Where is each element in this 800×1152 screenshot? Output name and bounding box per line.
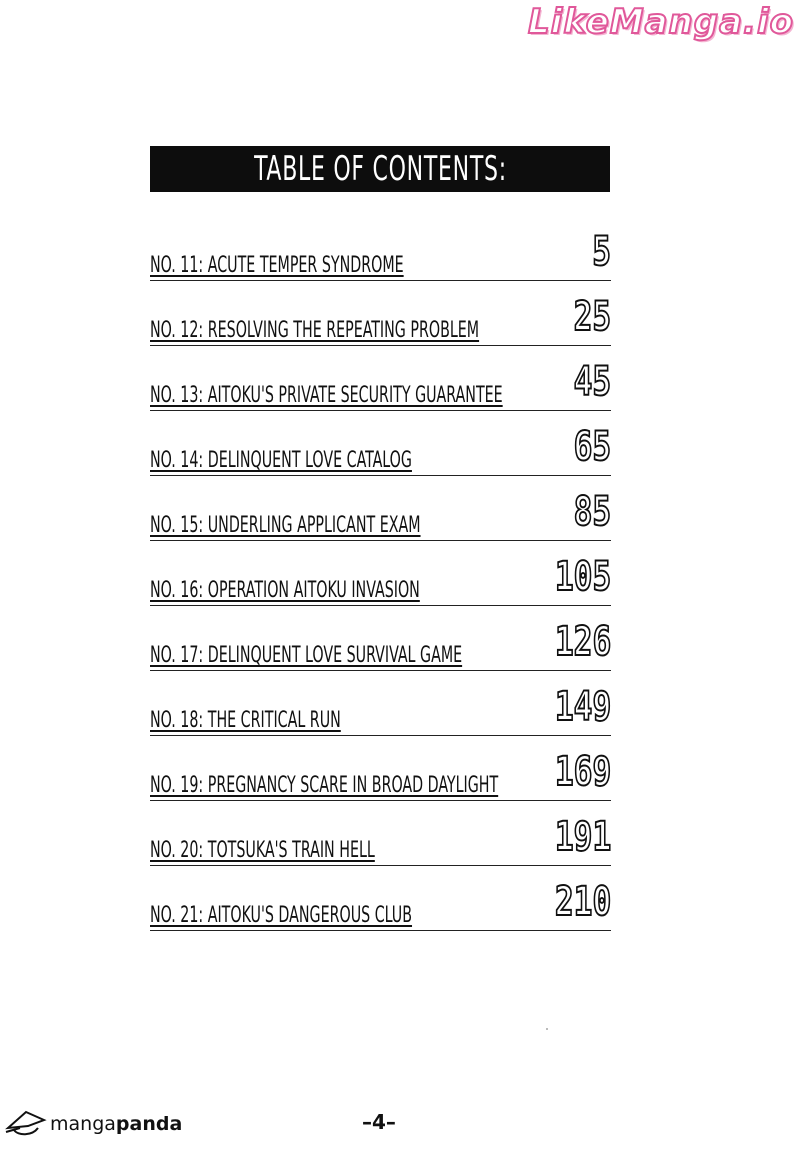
toc-entry (150, 352, 611, 411)
chapter-page-number: 25 (573, 294, 611, 340)
logo-wordmark (50, 1113, 182, 1135)
chapter-page-number: 5 (592, 229, 611, 275)
chapter-title: NO. 15: UNDERLING APPLICANT EXAM (150, 513, 421, 538)
scan-speck (546, 1028, 548, 1030)
chapter-title: NO. 18: THE CRITICAL RUN (150, 708, 341, 733)
chapter-page-number: 105 (554, 554, 611, 600)
chapter-title: NO. 19: PREGNANCY SCARE IN BROAD DAYLIGHT (150, 773, 499, 798)
hat-logo-icon (4, 1106, 48, 1142)
toc-entry (150, 807, 611, 866)
toc-entry (150, 872, 611, 931)
chapter-page-number: 191 (554, 814, 611, 860)
toc-entry (150, 287, 611, 346)
chapter-page-number: 169 (554, 749, 611, 795)
chapter-title: NO. 11: ACUTE TEMPER SYNDROME (150, 253, 404, 278)
toc-entry (150, 677, 611, 736)
chapter-title: NO. 17: DELINQUENT LOVE SURVIVAL GAME (150, 643, 463, 668)
chapter-title: NO. 21: AITOKU'S DANGEROUS CLUB (150, 903, 413, 928)
chapter-title: NO. 13: AITOKU'S PRIVATE SECURITY GUARANTEE (150, 383, 503, 408)
chapter-page-number: 210 (554, 879, 611, 925)
logo-text-panda: panda (115, 1113, 183, 1135)
chapter-title: NO. 12: RESOLVING THE REPEATING PROBLEM (150, 318, 480, 343)
toc-entry (150, 222, 611, 281)
chapter-page-number: 126 (554, 619, 611, 665)
chapter-page-number: 65 (573, 424, 611, 470)
title-banner (150, 146, 610, 192)
chapter-title: NO. 16: OPERATION AITOKU INVASION (150, 578, 420, 603)
watermark-logo: LikeManga.io (528, 2, 794, 42)
chapter-page-number: 85 (573, 489, 611, 535)
chapter-page-number: 149 (554, 684, 611, 730)
page-title: TABLE OF CONTENTS: (253, 149, 507, 189)
chapter-title: NO. 14: DELINQUENT LOVE CATALOG (150, 448, 412, 473)
chapter-title: NO. 20: TOTSUKA'S TRAIN HELL (150, 838, 375, 863)
toc-entry (150, 612, 611, 671)
site-logo (4, 1106, 182, 1142)
toc-entry (150, 417, 611, 476)
logo-text-manga: manga (50, 1113, 116, 1135)
folio-page-number: –4– (362, 1110, 396, 1134)
chapter-page-number: 45 (573, 359, 611, 405)
toc-entry (150, 547, 611, 606)
table-of-contents (150, 222, 611, 937)
toc-entry (150, 742, 611, 801)
toc-entry (150, 482, 611, 541)
